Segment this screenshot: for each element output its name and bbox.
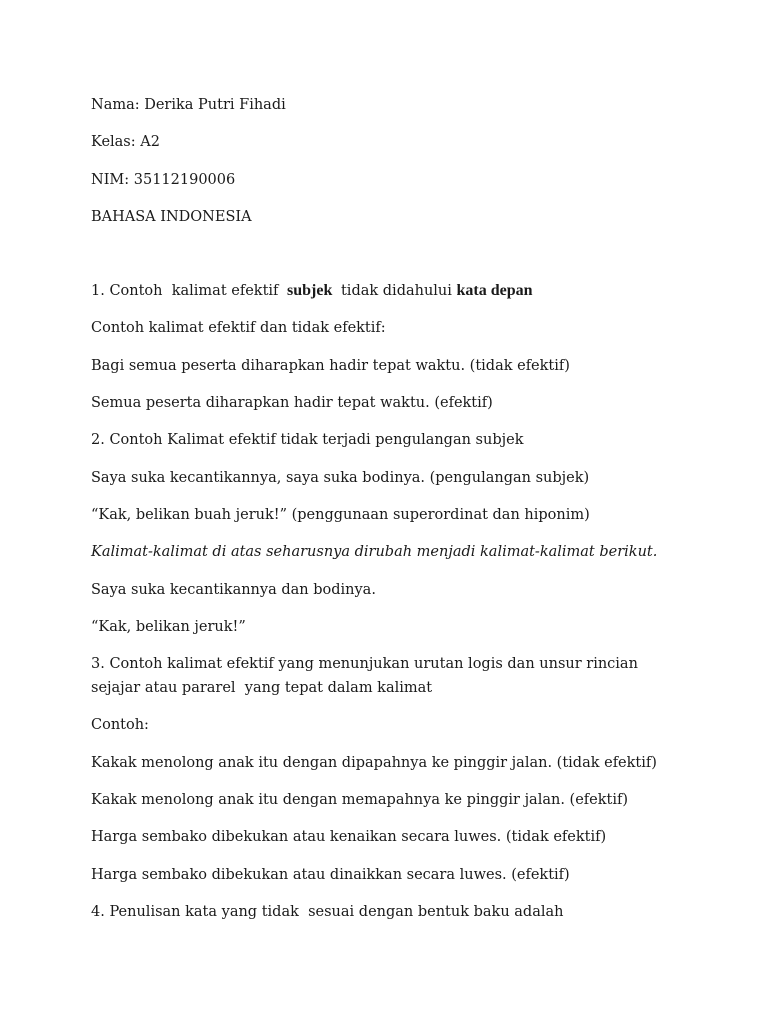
paragraph-correction-2: “Kak, belikan jeruk!” <box>91 618 246 635</box>
student-nim: NIM: 35112190006 <box>91 171 236 188</box>
paragraph-example-3d: Harga sembako dibekukan atau dinaikkan secara luwes. (efektif) <box>91 866 570 883</box>
blank-line <box>91 242 681 279</box>
student-class: Kelas: A2 <box>91 134 160 151</box>
paragraph-correction-1: Saya suka kecantikannya dan bodinya. <box>91 581 376 598</box>
paragraph-example-ineffective: Bagi semua peserta diharapkan hadir tepat waktu. (tidak efektif) <box>91 357 570 374</box>
question-1-bold-subjek: subjek <box>283 282 337 300</box>
paragraph-example-intro: Contoh kalimat efektif dan tidak efektif: <box>91 320 386 337</box>
question-3-line-2: sejajar atau pararel yang tepat dalam kalimat <box>91 680 433 697</box>
paragraph-superordinate: “Kak, belikan buah jeruk!” (penggunaan superordinat dan hiponim) <box>91 506 590 523</box>
question-1-bold-kata-depan: kata depan <box>456 282 533 300</box>
subject-title: BAHASA INDONESIA <box>91 208 252 225</box>
paragraph-example-3a: Kakak menolong anak itu dengan dipapahnya ke pinggir jalan. (tidak efektif) <box>91 754 657 771</box>
question-3-line-1: 3. Contoh kalimat efektif yang menunjukan urutan logis dan unsur rincian <box>91 656 638 673</box>
student-name: Nama: Derika Putri Fihadi <box>91 97 286 113</box>
question-4: 4. Penulisan kata yang tidak sesuai dengan bentuk baku adalah <box>91 903 564 920</box>
paragraph-contoh: Contoh: <box>91 717 149 734</box>
paragraph-example-3b: Kakak menolong anak itu dengan memapahnya ke pinggir jalan. (efektif) <box>91 792 629 809</box>
question-1-mid: tidak didahului <box>336 283 457 300</box>
question-1-prefix: 1. Contoh kalimat efektif <box>91 283 284 300</box>
question-3 <box>91 652 681 700</box>
paragraph-correction-note: Kalimat-kalimat di atas seharusnya dirubah menjadi kalimat-kalimat berikut. <box>91 544 658 561</box>
paragraph-example-3c: Harga sembako dibekukan atau kenaikan secara luwes. (tidak efektif) <box>91 829 607 846</box>
paragraph-example-effective: Semua peserta diharapkan hadir tepat waktu. (efektif) <box>91 395 493 412</box>
question-1 <box>91 279 681 303</box>
document-page <box>91 93 681 937</box>
paragraph-repeat-subject: Saya suka kecantikannya, saya suka bodinya. (pengulangan subjek) <box>91 469 590 486</box>
question-2: 2. Contoh Kalimat efektif tidak terjadi pengulangan subjek <box>91 432 524 449</box>
